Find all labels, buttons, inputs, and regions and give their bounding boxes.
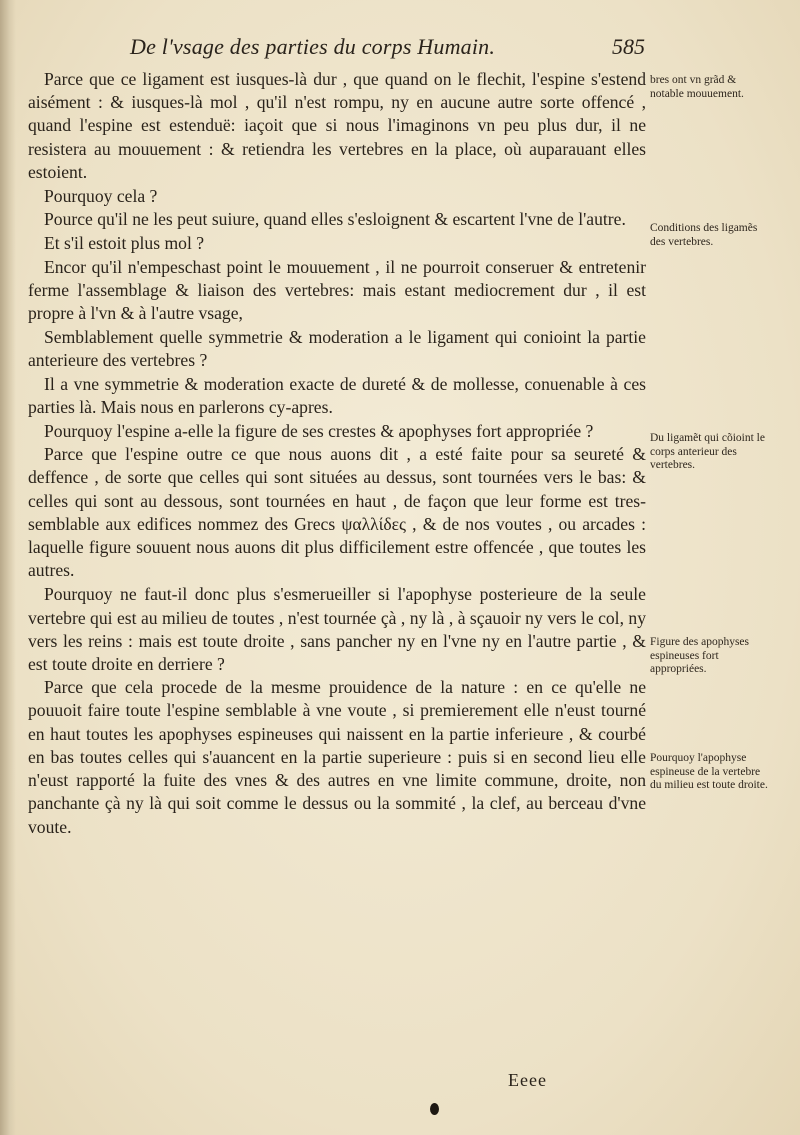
main-text-column <box>28 68 646 839</box>
paragraph-question: Pourquoy cela ? <box>44 186 158 207</box>
signature-mark: Eeee <box>508 1070 547 1090</box>
margin-note: Conditions des ligamẽs des vertebres. <box>650 222 758 248</box>
ink-dot <box>430 1103 439 1115</box>
paragraph-answer: Pource qu'il ne les peut suiure, quand elles s'esloignent & escartent l'vne de l'autre. <box>44 209 626 230</box>
paragraph-answer: Parce que l'espine outre ce que nous auons dit , a esté faite pour sa seureté & deffence , de sorte que celles qui sont situées au dessus, sont tournées vers le bas: & celles qui sont au dessous, sont tournées en haut , de façon que leur forme est tres-semblable aux edifices nommez des Grecs ψαλλίδες , & de nos voutes , ou arcades : laquelle figure souuent nous auons dit plus difficilement estre offencée , que toutes les autres. <box>28 444 646 581</box>
margin-note: bres ont vn grãd & notable mouuement. <box>650 74 744 100</box>
margin-note: Figure des apophyses espineuses fort appropriées. <box>650 636 750 675</box>
page-gutter-shadow <box>0 0 16 1135</box>
paragraph-answer: Parce que cela procede de la mesme prouidence de la nature : en ce qu'elle ne pouuoit faire toute l'espine semblable à vne voute , si premierement elle n'eust tourné en haut toutes les apophyses espineuses qui naissent en la partie inferieure , & courbé en bas toutes celles qui s'auancent en la partie superieure : puis si en second lieu elle n'eust rapporté la fuite des vnes & des autres en vne limite commune, droite, non panchante çà ny là qui soit comme le dessus ou la sommité , la clef, au berceau d'vne voute. <box>28 677 646 837</box>
paragraph-question: Et s'il estoit plus mol ? <box>44 233 205 254</box>
paragraph-question: Semblablement quelle symmetrie & moderation a le ligament qui conioint la partie anterieure des vertebres ? <box>28 327 646 371</box>
paragraph-question: Pourquoy ne faut-il donc plus s'esmerueiller si l'apophyse posterieure de la seule vertebre qui est au milieu de toutes , n'est tournée çà , ny là , à sçauoir ny vers le col, ny vers les reins : mais est toute droite , sans pancher ny en l'vne ny en l'autre partie , & est toute droite en derriere ? <box>28 584 646 675</box>
running-header: De l'vsage des parties du corps Humain. <box>130 34 496 59</box>
paragraph-answer: Encor qu'il n'empeschast point le mouuement , il ne pourroit conseruer & entretenir ferme l'assemblage & liaison des vertebres: mais estant mediocrement dur , il est propre à l'vn & à l'autre vsage, <box>28 256 646 324</box>
margin-note: Du ligamẽt qui cõioint le corps anterieur des vertebres. <box>650 432 765 471</box>
paragraph-question: Pourquoy l'espine a-elle la figure de ses crestes & apophyses fort appropriée ? <box>44 421 594 442</box>
paragraph-answer: Il a vne symmetrie & moderation exacte de dureté & de mollesse, conuenable à ces parties là. Mais nous en parlerons cy-apres. <box>28 373 646 417</box>
margin-note: Pourquoy l'apophyse espineuse de la vertebre du milieu est toute droite. <box>650 752 768 791</box>
paragraph-answer: Parce que ce ligament est iusques-là dur , que quand on le flechit, l'espine s'estend aisément : & iusques-là mol , qu'il n'est rompu, ny en aucune autre sorte offencé , quand l'espine est estenduë: iaçoit que si nous l'imaginons vn peu plus dur, il ne resistera au mouuement : & retiendra les vertebres en la place, où auparauant elles estoient. <box>28 69 646 182</box>
page-number: 585 <box>612 34 645 59</box>
